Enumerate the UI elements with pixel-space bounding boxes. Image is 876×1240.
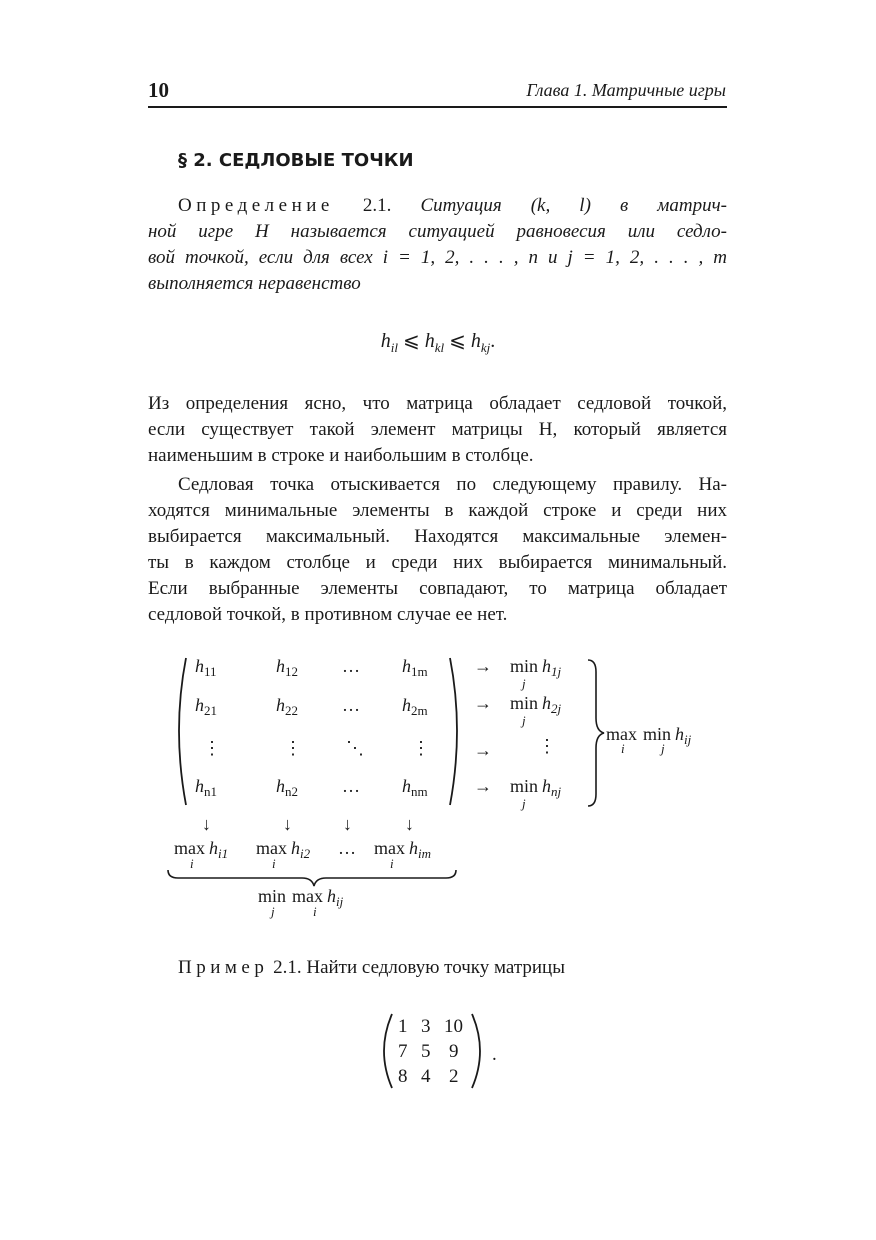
- row-min-n: $\min h_{nj}$: [510, 776, 562, 799]
- m-2-3: 9: [449, 1041, 459, 1062]
- col-max-1: $\max h_{i1}$: [174, 838, 229, 861]
- ineq-rel-2: ⩽: [449, 330, 466, 352]
- m-2-2: 5: [421, 1041, 431, 1062]
- example-text: Найти седловую точку матрицы: [306, 957, 565, 978]
- arrow-down-2: ↓: [283, 814, 292, 834]
- cell-h12: $h_{12}$: [276, 656, 298, 679]
- maxmin-result: $\max \min h_{ij}$: [606, 724, 692, 747]
- right-brace: [588, 660, 604, 806]
- ineq-sub-il: il: [390, 340, 398, 355]
- underbrace: [168, 870, 456, 886]
- example-right-paren: [472, 1014, 480, 1088]
- arrow-right-1: →: [474, 656, 492, 676]
- example-statement: [178, 957, 565, 979]
- cell-h1m: $h_{1m}$: [402, 656, 428, 679]
- ineq-sub-kl: kl: [434, 340, 445, 355]
- vdots-3: ⋮: [412, 738, 430, 758]
- example-left-paren: [384, 1014, 392, 1088]
- col-max-m-index: i: [390, 856, 394, 871]
- ineq-h-il: h: [380, 330, 391, 352]
- row-min-2-index: j: [522, 713, 526, 728]
- vdots-minima: ⋮: [538, 736, 556, 756]
- p2-line-6: седловой точкой, в противном случае ее нет.: [148, 604, 508, 625]
- cell-hn1: $h_{n1}$: [195, 776, 217, 799]
- example-label: Пример: [178, 957, 269, 978]
- definition-number: 2.1.: [362, 195, 392, 216]
- arrow-down-1: ↓: [202, 814, 211, 834]
- ddots: ⋱: [346, 738, 364, 758]
- p2-line-4: ты в каждом столбце и среди них выбирается минимальный.: [148, 552, 727, 573]
- vdots-2: ⋮: [284, 738, 302, 758]
- minmax-index-i: i: [313, 904, 317, 919]
- ineq-h-kj: h: [470, 330, 481, 352]
- cell-dots-2: …: [342, 695, 360, 715]
- cell-hnm: $h_{nm}$: [402, 776, 428, 799]
- m-3-1: 8: [398, 1066, 408, 1087]
- m-3-3: 2: [449, 1066, 459, 1087]
- col-max-2-index: i: [272, 856, 276, 871]
- col-max-m: $\max h_{im}$: [374, 838, 431, 861]
- definition-text-1: Ситуация (k, l) в матрич-: [420, 195, 728, 216]
- m-1-2: 3: [421, 1016, 431, 1037]
- definition-line-4: выполняется неравенство: [148, 273, 361, 294]
- p2-line-1: Седловая точка отыскивается по следующему правилу. На-: [178, 474, 727, 495]
- definition-line-2: ной игре H называется ситуацией равновесия или седло-: [148, 221, 727, 242]
- cell-hn2: $h_{n2}$: [276, 776, 298, 799]
- running-title: Глава 1. Матричные игры: [526, 80, 726, 100]
- example-matrix: [384, 1014, 497, 1088]
- m-1-3: 10: [444, 1016, 463, 1037]
- ineq-end: .: [490, 330, 496, 352]
- arrow-right-2: →: [474, 693, 492, 713]
- row-min-1-index: j: [522, 676, 526, 691]
- cell-dots-1: …: [342, 656, 360, 676]
- col-max-1-index: i: [190, 856, 194, 871]
- p1-line-3: наименьшим в строке и наибольшим в столбце.: [148, 445, 534, 466]
- row-min-2: $\min h_{2j}$: [510, 693, 562, 716]
- ineq-rel-1: ⩽: [402, 330, 420, 352]
- p2-line-3: выбирается максимальный. Находятся максимальные элемен-: [148, 526, 727, 547]
- ineq-sub-kj: kj: [480, 340, 491, 355]
- matrix-right-paren: [450, 658, 457, 805]
- m-2-1: 7: [398, 1041, 408, 1062]
- row-min-1: $\min h_{1j}$: [510, 656, 562, 679]
- matrix-left-paren: [179, 658, 186, 805]
- cell-h22: $h_{22}$: [276, 695, 298, 718]
- ineq-h-kl: h: [424, 330, 435, 352]
- col-max-dots: …: [338, 838, 356, 858]
- arrow-down-3: ↓: [343, 814, 352, 834]
- maxmin-index-i: i: [621, 741, 625, 756]
- definition-line-3: вой точкой, если для всех i = 1, 2, . . . , n и j = 1, 2, . . . , m: [148, 247, 727, 268]
- p1-line-1: Из определения ясно, что матрица обладает седловой точкой,: [148, 393, 727, 414]
- maxmin-index-j: j: [661, 741, 665, 756]
- arrow-down-4: ↓: [405, 814, 414, 834]
- cell-h11: $h_{11}$: [195, 656, 217, 679]
- definition-label: Определение: [178, 195, 334, 216]
- p1-line-2: если существует такой элемент матрицы H, который является: [148, 419, 727, 440]
- page-number: 10: [148, 78, 169, 102]
- cell-h21: $h_{21}$: [195, 695, 217, 718]
- example-number: 2.1.: [273, 957, 302, 978]
- m-1-1: 1: [398, 1016, 408, 1037]
- cell-dots-4: …: [342, 776, 360, 796]
- section-title: § 2. СЕДЛОВЫЕ ТОЧКИ: [178, 150, 414, 171]
- col-max-2: $\max h_{i2}$: [256, 838, 311, 861]
- minmax-result: $\min \max h_{ij}$: [258, 886, 344, 909]
- arrow-right-3: →: [474, 740, 492, 760]
- minmax-index-j: j: [271, 904, 275, 919]
- example-period: .: [492, 1044, 497, 1065]
- p2-line-5: Если выбранные элементы совпадают, то матрица обладает: [148, 578, 727, 599]
- vdots-1: ⋮: [203, 738, 221, 758]
- m-3-2: 4: [421, 1066, 431, 1087]
- arrow-right-4: →: [474, 776, 492, 796]
- row-min-n-index: j: [522, 796, 526, 811]
- p2-line-2: ходятся минимальные элементы в каждой строке и среди них: [148, 500, 727, 521]
- cell-h2m: $h_{2m}$: [402, 695, 428, 718]
